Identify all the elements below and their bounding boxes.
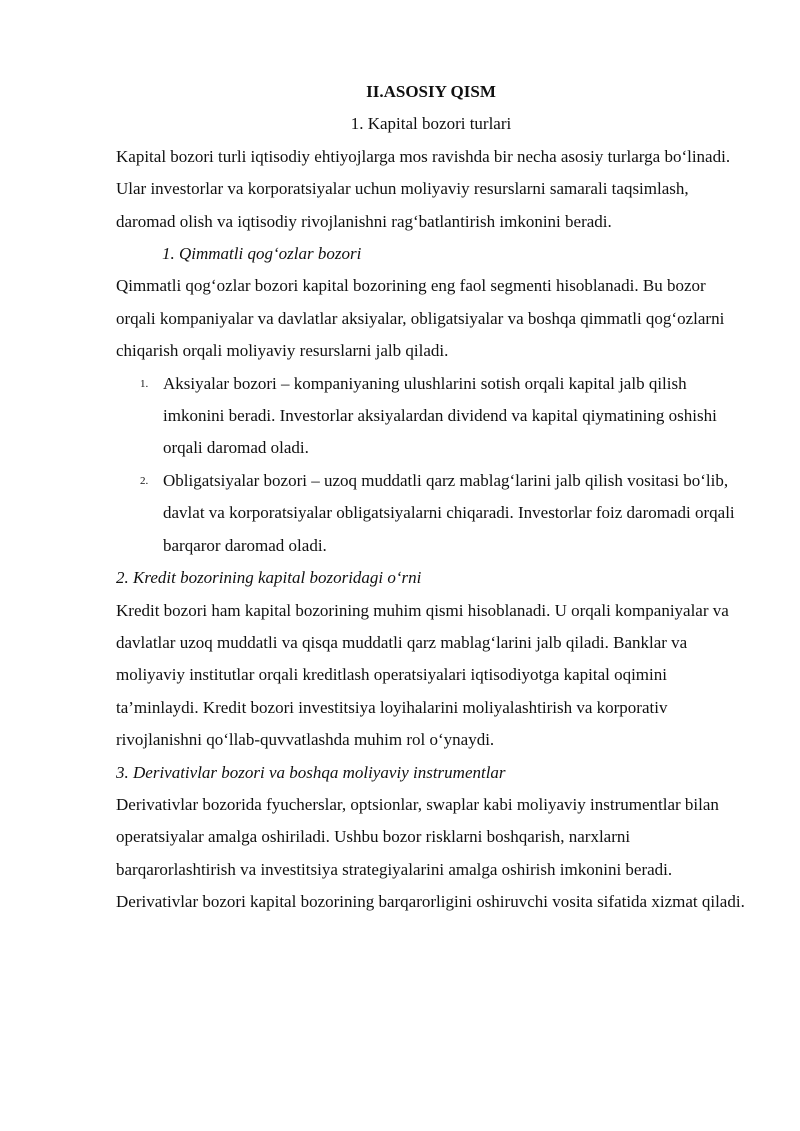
derivatives-market-heading: 3. Derivativlar bozori va boshqa moliyaviy instrumentlar xyxy=(116,762,506,782)
derivatives-market-paragraph: Derivativlar bozorida fyucherslar, optsionlar, swaplar kabi moliyaviy instrumentlar bilan operatsiyalar amalga oshiriladi. Ushbu bozor risklarni boshqarish, narxlarni barqarorlashtirish va investitsiya strategiyalarini amalga oshirish imkonini beradi. Derivativlar bozori kapital bozorining barqarorligini oshiruvchi vosita sifatida xizmat qiladi. xyxy=(116,794,745,912)
document-body xyxy=(116,76,746,919)
section-subtitle: 1. Kapital bozori turlari xyxy=(350,114,512,134)
securities-market-list xyxy=(116,368,746,562)
credit-market-heading: 2. Kredit bozorining kapital bozoridagi o‘rni xyxy=(116,568,422,588)
securities-market-paragraph: Qimmatli qog‘ozlar bozori kapital bozorining eng faol segmenti hisoblanadi. Bu bozor orqali kompaniyalar va davlatlar aksiyalar, obligatsiyalar va boshqa qimmatli qog‘ozlarni chiqarish orqali moliyaviy resurslarni jalb qiladi. xyxy=(116,276,725,361)
list-item-number: 1. xyxy=(140,377,149,390)
intro-paragraph: Kapital bozori turli iqtisodiy ehtiyojlarga mos ravishda bir necha asosiy turlarga bo‘linadi. Ular investorlar va korporatsiyalar uchun moliyaviy resurslarni samarali taqsimlash, daromad olish va iqtisodiy rivojlanishni rag‘batlantirish imkonini beradi. xyxy=(116,146,731,231)
list-item xyxy=(116,368,746,465)
list-item-text: Obligatsiyalar bozori – uzoq muddatli qarz mablag‘larini jalb qilish vositasi bo‘lib, davlat va korporatsiyalar obligatsiyalarni chiqaradi. Investorlar foiz daromadi orqali barqaror daromad oladi. xyxy=(163,470,735,555)
section-title: II.ASOSIY QISM xyxy=(366,82,496,101)
securities-market-heading: 1. Qimmatli qog‘ozlar bozori xyxy=(162,244,362,264)
list-item-number: 2. xyxy=(140,474,149,487)
list-item-text: Aksiyalar bozori – kompaniyaning ulushlarini sotish orqali kapital jalb qilish imkonini beradi. Investorlar aksiyalardan dividend va kapital qiymatining oshishi orqali daromad oladi. xyxy=(163,373,717,458)
credit-market-paragraph: Kredit bozori ham kapital bozorining muhim qismi hisoblanadi. U orqali kompaniyalar va davlatlar uzoq muddatli va qisqa muddatli qarz mablag‘larini jalb qiladi. Banklar va moliyaviy institutlar orqali kreditlash operatsiyalari iqtisodiyotga kapital oqimini ta’minlaydi. Kredit bozori investitsiya loyihalarini moliyalashtirish va korporativ rivojlanishni qo‘llab-quvvatlashda muhim rol o‘ynaydi. xyxy=(116,600,729,750)
list-item xyxy=(116,465,746,562)
